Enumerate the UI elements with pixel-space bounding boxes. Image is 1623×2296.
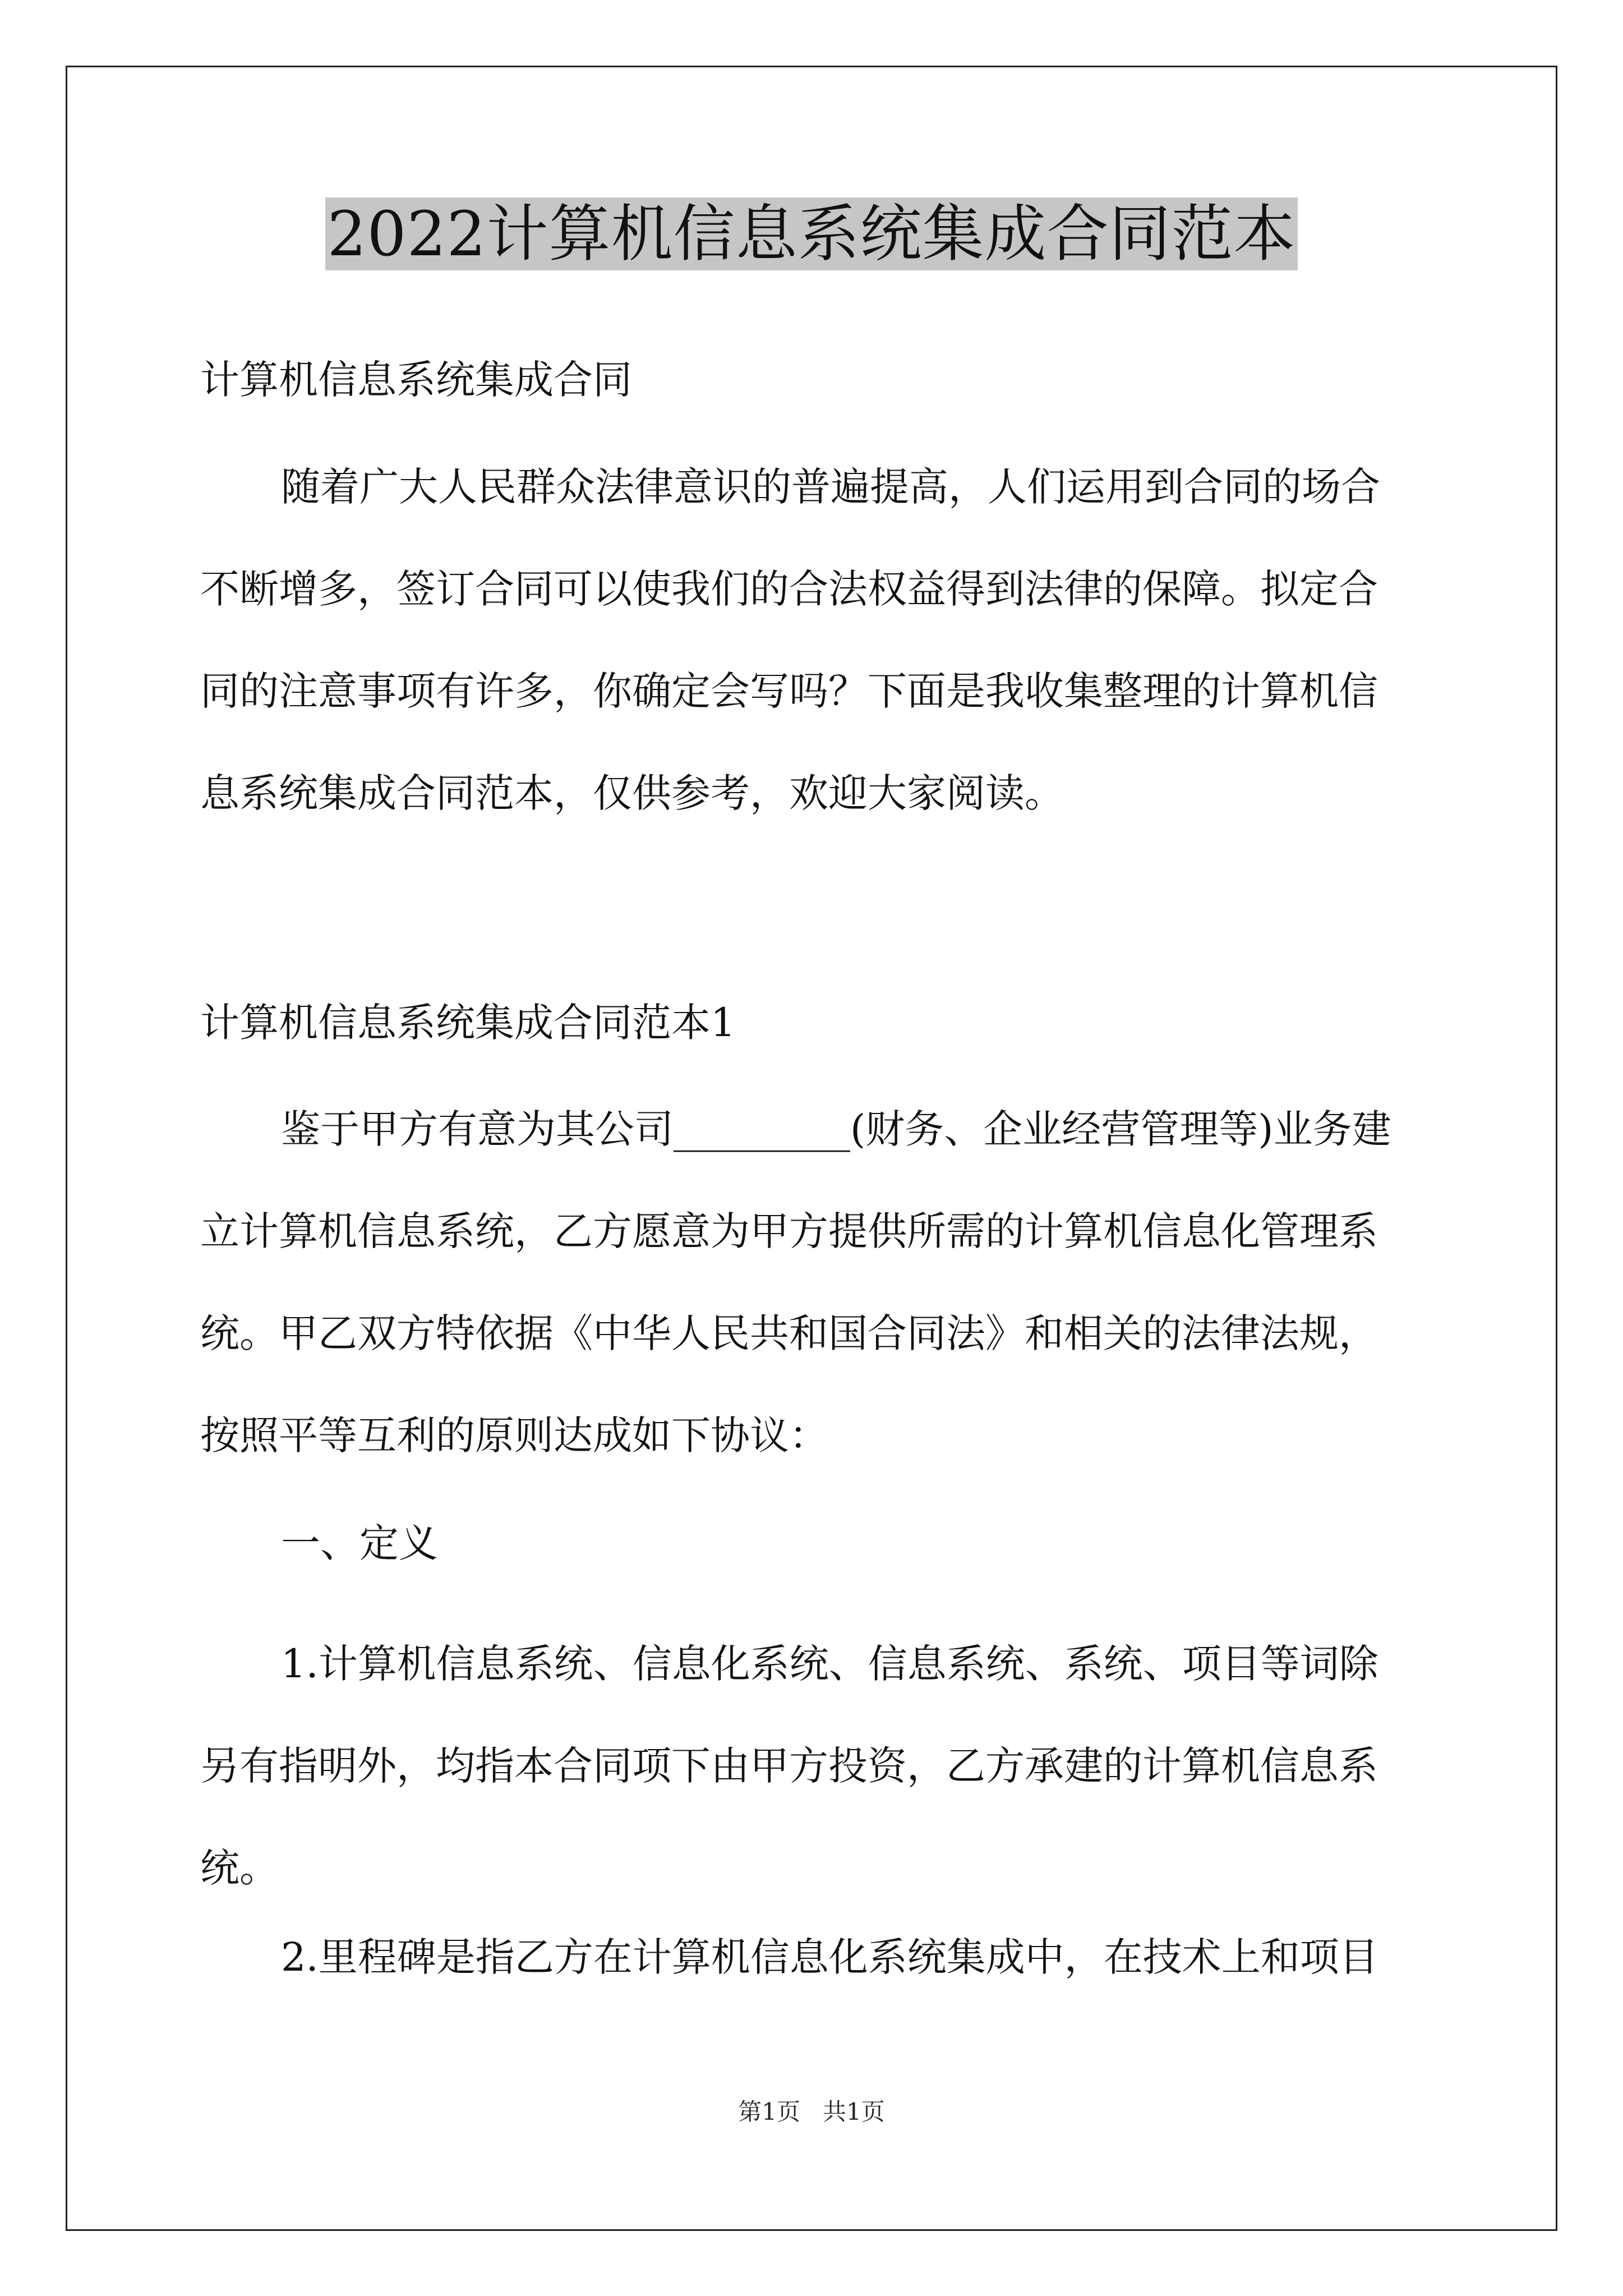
item-line: 2.里程碑是指乙方在计算机信息化系统集成中，在技术上和项目 [281,1934,1378,1980]
intro-line: 同的注意事项有许多，你确定会写吗？下面是我收集整理的计算机信 [200,668,1378,714]
subtitle-text: 计算机信息系统集成合同范本1 [200,1000,736,1046]
item-1-paragraph [200,1613,1434,1919]
intro-paragraph [200,436,1434,844]
intro-line: 息系统集成合同范本，仅供参考，欢迎大家阅读。 [200,770,1064,816]
preamble-line: 立计算机信息系统，乙方愿意为甲方提供所需的计算机信息化管理系 [200,1208,1378,1254]
preamble-line: 按照平等互利的原则达成如下协议： [200,1412,828,1458]
preamble-line: 统。甲乙双方特依据《中华人民共和国合同法》和相关的法律法规， [200,1310,1378,1356]
page-footer: 第1页 共1页 [738,2098,885,2125]
intro-line: 随着广大人民群众法律意识的普遍提高，人们运用到合同的场合 [281,464,1380,510]
preamble-paragraph [200,1078,1434,1487]
section-heading-text: 一、定义 [281,1520,438,1566]
subtitle-sample [200,972,1434,1074]
item-2-paragraph [200,1906,1434,2008]
document-title: 2022计算机信息系统集成合同范本 [325,197,1298,270]
preamble-line: 鉴于甲方有意为其公司_________(财务、企业经营管理等)业务建 [281,1106,1391,1152]
intro-line: 不断增多，签订合同可以使我们的合法权益得到法律的保障。拟定合 [200,566,1378,612]
subtitle-contract [200,329,1434,431]
subtitle-text: 计算机信息系统集成合同 [200,357,632,403]
item-line: 另有指明外，均指本合同项下由甲方投资，乙方承建的计算机信息系 [200,1743,1378,1789]
section-heading [200,1492,1434,1594]
item-line: 统。 [200,1845,279,1891]
title-container [0,197,1623,270]
item-line: 1.计算机信息系统、信息化系统、信息系统、系统、项目等词除 [281,1641,1378,1687]
